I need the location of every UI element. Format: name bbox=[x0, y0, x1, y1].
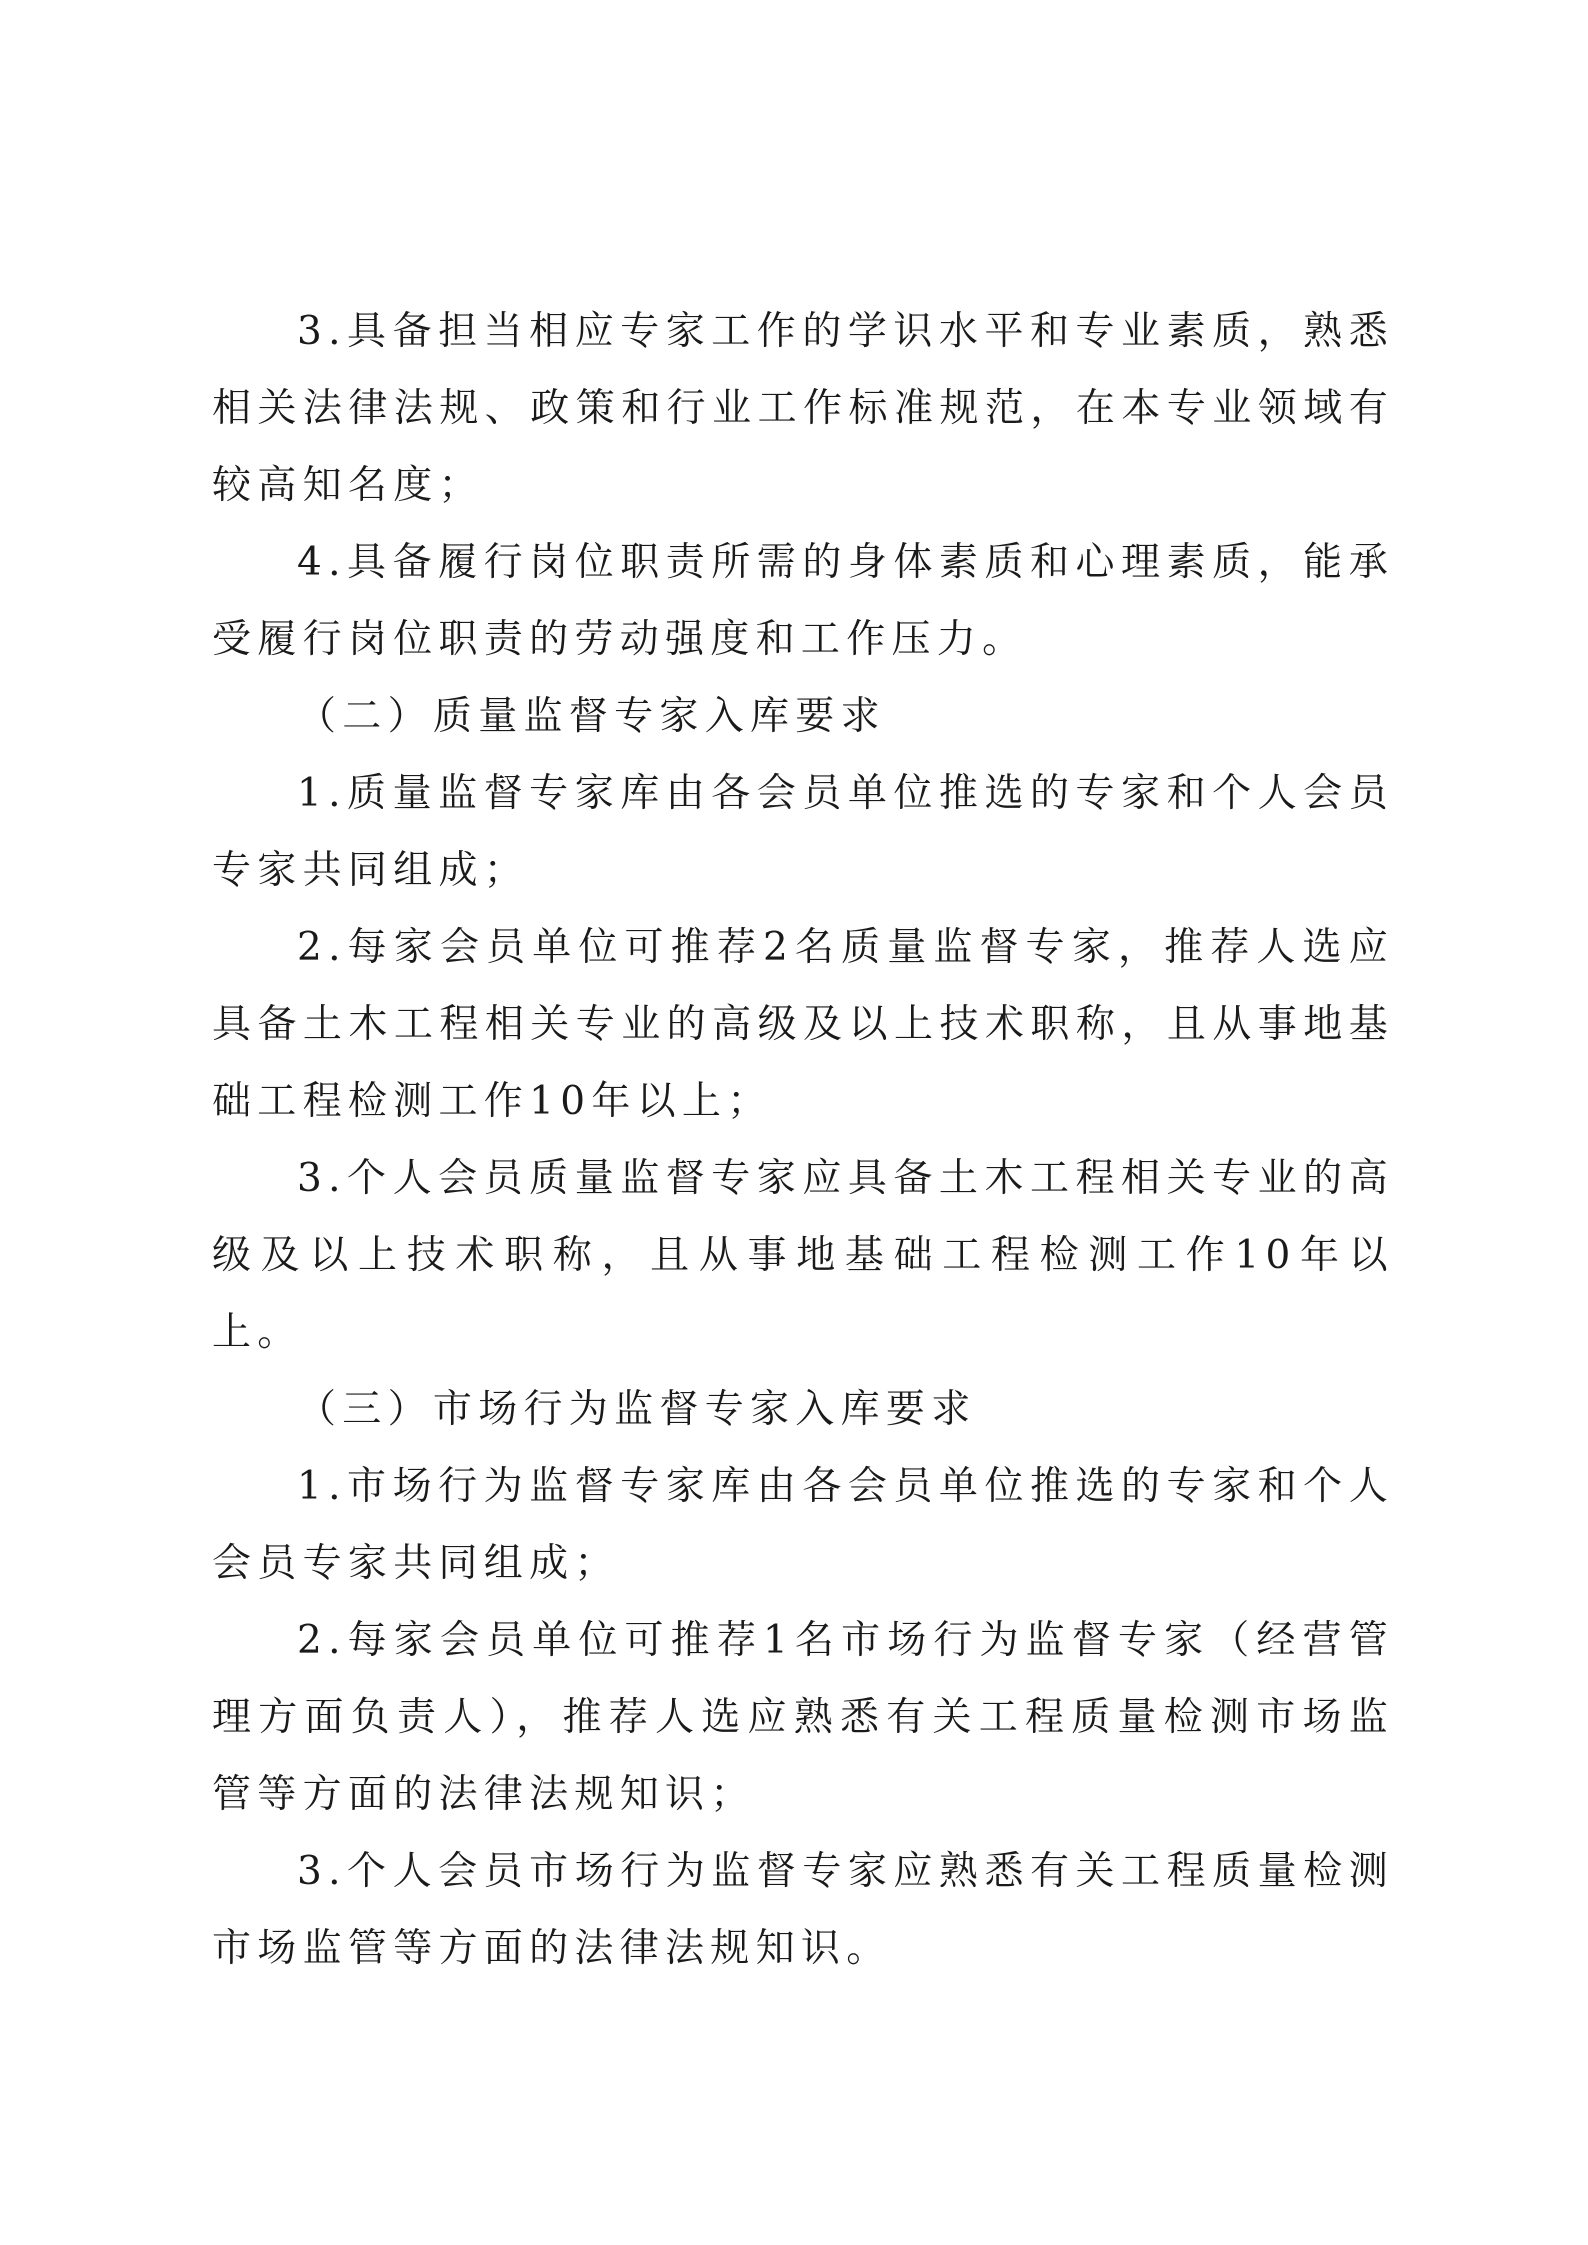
paragraph-market-2: 2.每家会员单位可推荐1名市场行为监督专家（经营管理方面负责人），推荐人选应熟悉有关工程质量检测市场监管等方面的法律法规知识； bbox=[212, 1618, 1394, 1817]
paragraph-quality-2: 2.每家会员单位可推荐2名质量监督专家，推荐人选应具备土木工程相关专业的高级及以上技术职称，且从事地基础工程检测工作10年以上； bbox=[212, 925, 1394, 1124]
paragraph-market-3: 3.个人会员市场行为监督专家应熟悉有关工程质量检测市场监管等方面的法律法规知识。 bbox=[212, 1849, 1394, 1971]
paragraph-market-1: 1.市场行为监督专家库由各会员单位推选的专家和个人会员专家共同组成； bbox=[212, 1464, 1394, 1586]
paragraph-4-health: 4.具备履行岗位职责所需的身体素质和心理素质，能承受履行岗位职责的劳动强度和工作压力。 bbox=[212, 540, 1394, 662]
paragraph-3-expertise: 3.具备担当相应专家工作的学识水平和专业素质，熟悉相关法律法规、政策和行业工作标准规范，在本专业领域有较高知名度； bbox=[212, 309, 1394, 508]
paragraph-quality-1: 1.质量监督专家库由各会员单位推选的专家和个人会员专家共同组成； bbox=[212, 771, 1394, 893]
section-heading-quality-supervision: （二）质量监督专家入库要求 bbox=[297, 694, 886, 739]
body-text bbox=[212, 293, 1394, 1987]
paragraph-quality-3: 3.个人会员质量监督专家应具备土木工程相关专业的高级及以上技术职称，且从事地基础工程检测工作10年以上。 bbox=[212, 1156, 1394, 1355]
section-heading-market-supervision: （三）市场行为监督专家入库要求 bbox=[297, 1387, 977, 1432]
